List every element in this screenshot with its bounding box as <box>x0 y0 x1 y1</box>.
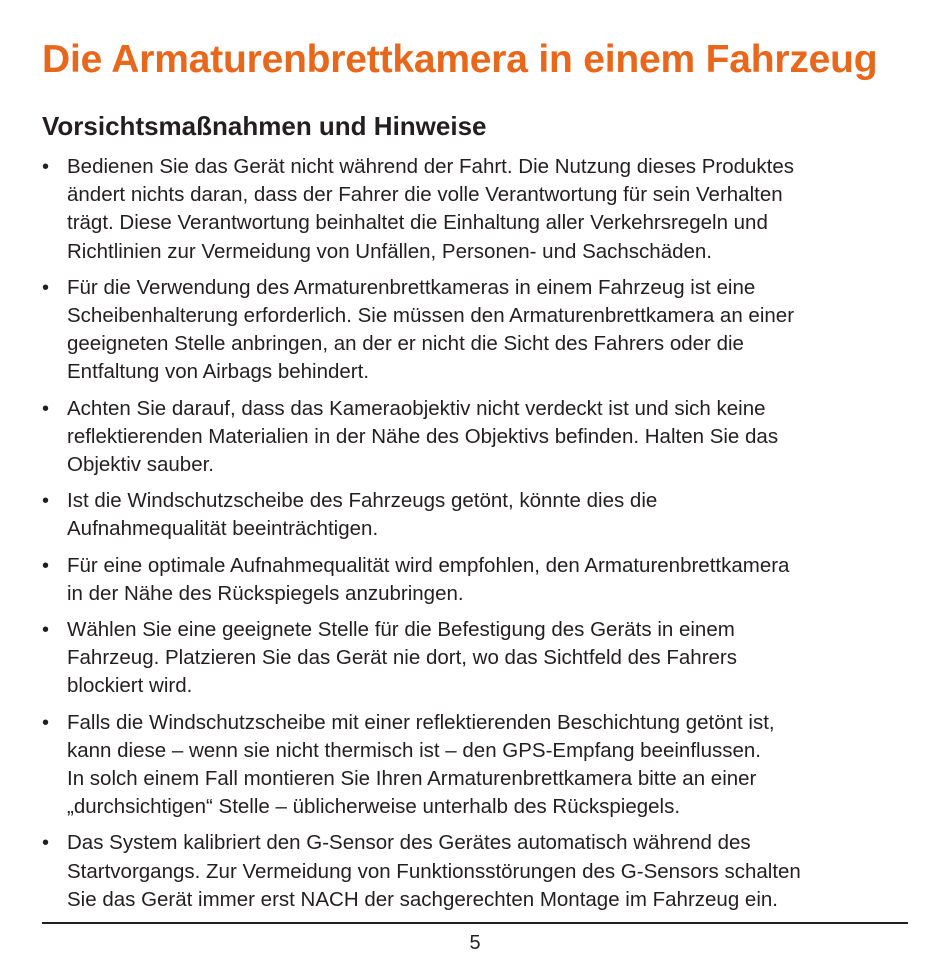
line: Entfaltung von Airbags behindert. <box>67 360 370 384</box>
line: Objektiv sauber. <box>67 453 214 477</box>
bullet-icon: • <box>42 276 50 299</box>
line: Scheibenhalterung erforderlich. Sie müssen den Armaturenbrettkamera an einer <box>67 304 795 328</box>
section-heading: Vorsichtsmaßnahmen und Hinweise <box>42 111 487 141</box>
line: Wählen Sie eine geeignete Stelle für die Befestigung des Geräts in einem <box>67 618 735 642</box>
bullet-icon: • <box>42 490 50 513</box>
line: ändert nichts daran, dass der Fahrer die volle Verantwortung für sein Verhalten <box>67 183 783 207</box>
line: Ist die Windschutzscheibe des Fahrzeugs getönt, könnte dies die <box>67 489 658 513</box>
page-number: 5 <box>469 932 481 954</box>
line: Sie das Gerät immer erst NACH der sachgerechten Montage im Fahrzeug ein. <box>67 887 778 911</box>
line: „durchsichtigen“ Stelle – üblicherweise unterhalb des Rückspiegels. <box>67 795 681 819</box>
list-item <box>42 709 908 822</box>
line: geeigneten Stelle anbringen, an der er nicht die Sicht des Fahrers oder die <box>67 332 744 356</box>
line: reflektierenden Materialien in der Nähe des Objektivs befinden. Halten Sie das <box>67 424 779 448</box>
list-item <box>42 153 908 266</box>
bullet-icon: • <box>42 554 50 577</box>
line: Richtlinien zur Vermeidung von Unfällen, Personen- und Sachschäden. <box>67 239 712 263</box>
bullet-icon: • <box>42 156 50 178</box>
line: blockiert wird. <box>67 674 193 698</box>
line: Fahrzeug. Platzieren Sie das Gerät nie dort, wo das Sichtfeld des Fahrers <box>67 646 738 670</box>
manual-page <box>42 0 908 957</box>
bullet-icon: • <box>42 832 50 855</box>
list-item <box>42 274 908 387</box>
list-item <box>42 616 908 701</box>
line: Aufnahmequalität beeinträchtigen. <box>67 517 379 541</box>
line: trägt. Diese Verantwortung beinhaltet die Einhaltung aller Verkehrsregeln und <box>67 211 768 235</box>
list-item <box>42 552 908 608</box>
list-item <box>42 395 908 480</box>
line: Für eine optimale Aufnahmequalität wird empfohlen, den Armaturenbrettkamera <box>67 553 790 577</box>
footer-divider <box>42 922 908 924</box>
line: Falls die Windschutzscheibe mit einer reflektierenden Beschichtung getönt ist, <box>67 710 775 734</box>
line: Bedienen Sie das Gerät nicht während der Fahrt. Die Nutzung dieses Produktes <box>67 155 795 178</box>
list-item <box>42 487 908 543</box>
line: in der Nähe des Rückspiegels anzubringen. <box>67 581 464 605</box>
page-title: Die Armaturenbrettkamera in einem Fahrzeug <box>42 38 878 81</box>
line: Startvorgangs. Zur Vermeidung von Funktionsstörungen des G-Sensors schalten <box>67 859 801 883</box>
bullet-icon: • <box>42 397 50 420</box>
line: In solch einem Fall montieren Sie Ihren Armaturenbrettkamera bitte an einer <box>67 767 757 791</box>
list-item <box>42 829 908 914</box>
precautions-list <box>42 153 908 922</box>
line: Für die Verwendung des Armaturenbrettkameras in einem Fahrzeug ist eine <box>67 275 756 299</box>
line: Das System kalibriert den G-Sensor des Gerätes automatisch während des <box>67 831 751 855</box>
bullet-icon: • <box>42 711 50 734</box>
line: kann diese – wenn sie nicht thermisch ist – den GPS-Empfang beeinflussen. <box>67 738 761 762</box>
line: Achten Sie darauf, dass das Kameraobjektiv nicht verdeckt ist und sich keine <box>67 396 766 420</box>
bullet-icon: • <box>42 619 50 642</box>
